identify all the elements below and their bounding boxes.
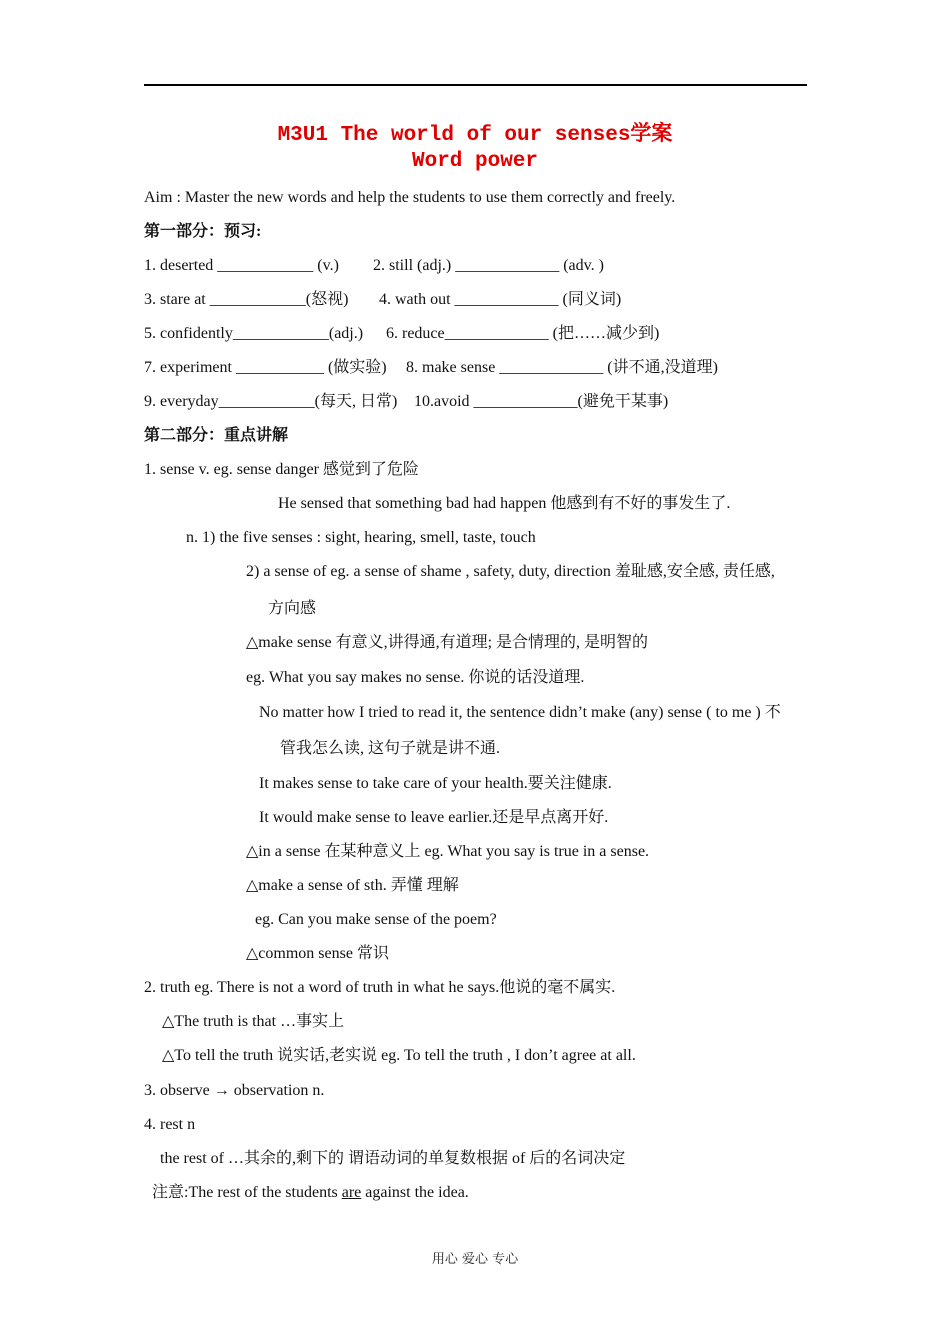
example-line: 管我怎么读, 这句子就是讲不通.: [280, 740, 501, 757]
example-line: eg. What you say makes no sense. 你说的话没道理.: [246, 669, 585, 686]
example-line: No matter how I tried to read it, the sentence didn’t make (any) sense ( to me ) 不: [259, 704, 781, 721]
phrase-make-sense: △make sense 有意义,讲得通,有道理; 是合情理的, 是明智的: [246, 634, 649, 651]
phrase-in-a-sense: △in a sense 在某种意义上 eg. What you say is true in a sense.: [246, 843, 650, 860]
exercise-item-8: 8. make sense _____________ (讲不通,没道理): [406, 359, 718, 376]
phrase-truth-is-that: △The truth is that …事实上: [162, 1013, 345, 1030]
part1-heading: 第一部分：预习:: [144, 223, 262, 240]
document-title: M3U1 The world of our senses学案: [277, 124, 673, 147]
note-underlined-word: are: [341, 1184, 362, 1201]
point-sense-noun: n. 1) the five senses : sight, hearing, smell, taste, touch: [186, 529, 536, 546]
point-observe: 3. observe → observation n.: [144, 1082, 325, 1099]
example-line: It makes sense to take care of your health.要关注健康.: [259, 775, 612, 792]
phrase-the-rest-of: the rest of …其余的,剩下的 谓语动词的单复数根据 of 后的名词决定: [160, 1150, 626, 1167]
phrase-common-sense: △common sense 常识: [246, 945, 389, 962]
exercise-item-6: 6. reduce_____________ (把……减少到): [386, 325, 660, 342]
exercise-item-4: 4. wath out _____________ (同义词): [379, 291, 622, 308]
note-text-before: 注意:The rest of the students: [152, 1184, 342, 1201]
example-line: It would make sense to leave earlier.还是早点离开好.: [259, 809, 609, 826]
exercise-item-1: 1. deserted ____________ (v.): [144, 257, 339, 274]
note-line: [152, 1183, 469, 1203]
example-line: eg. Can you make sense of the poem?: [255, 911, 497, 928]
aim-line: Aim : Master the new words and help the students to use them correctly and freely.: [144, 189, 676, 206]
phrase-to-tell-the-truth: △To tell the truth 说实话,老实说 eg. To tell the truth , I don’t agree at all.: [162, 1047, 636, 1064]
example-line: He sensed that something bad had happen 他感到有不好的事发生了.: [278, 495, 731, 512]
page-footer: 用心 爱心 专心: [431, 1252, 519, 1267]
exercise-item-9: 9. everyday____________(每天, 日常): [144, 393, 398, 410]
document-subtitle: Word power: [411, 150, 539, 173]
point-sense-verb: 1. sense v. eg. sense danger 感觉到了危险: [144, 461, 419, 478]
example-line: 方向感: [268, 600, 317, 617]
exercise-item-10: 10.avoid _____________(避免干某事): [414, 393, 669, 410]
point-rest: 4. rest n: [144, 1116, 196, 1133]
exercise-item-2: 2. still (adj.) _____________ (adv. ): [373, 257, 604, 274]
exercise-item-5: 5. confidently____________(adj.): [144, 325, 364, 342]
exercise-item-7: 7. experiment ___________ (做实验): [144, 359, 387, 376]
header-rule: [144, 84, 807, 86]
exercise-item-3: 3. stare at ____________(怒视): [144, 291, 349, 308]
note-text-after: against the idea.: [361, 1184, 469, 1201]
phrase-make-a-sense-of: △make a sense of sth. 弄懂 理解: [246, 877, 459, 894]
example-line: 2) a sense of eg. a sense of shame , safety, duty, direction 羞耻感,安全感, 责任感,: [246, 563, 775, 580]
part2-heading: 第二部分：重点讲解: [144, 427, 289, 444]
point-truth: 2. truth eg. There is not a word of truth in what he says.他说的毫不属实.: [144, 979, 616, 996]
